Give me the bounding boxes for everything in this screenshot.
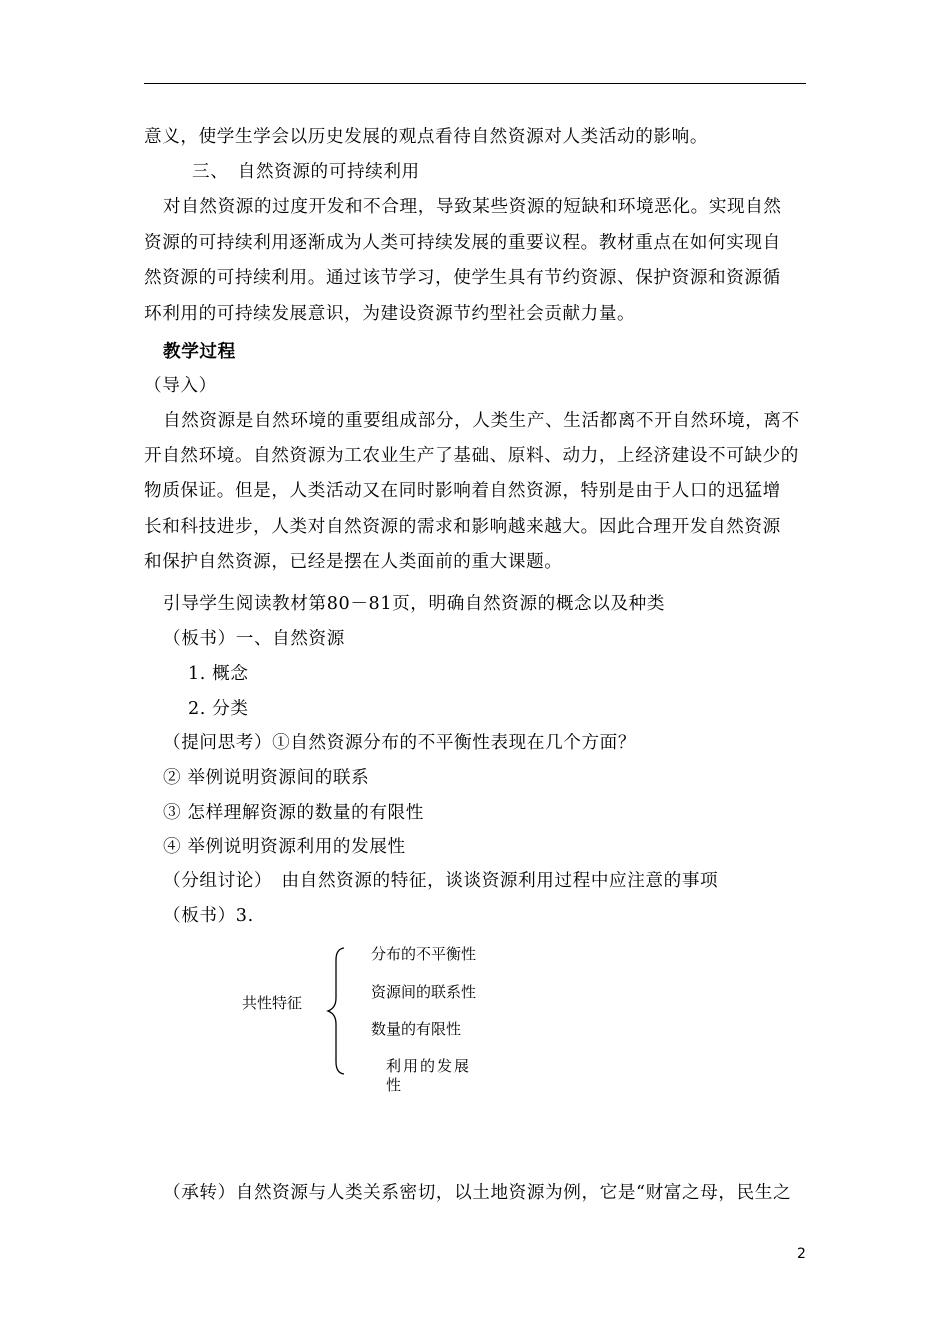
brace-icon: [325, 946, 349, 1076]
paragraph-line: 自然资源是自然环境的重要组成部分，人类生产、生活都离不开自然环境，离不: [163, 411, 800, 431]
question-line: ② 举例说明资源间的联系: [163, 768, 370, 788]
question-line: ④ 举例说明资源利用的发展性: [163, 837, 406, 857]
diagram-item: 利用的发展: [386, 1057, 472, 1075]
teaching-process-heading: 教学过程: [163, 341, 236, 362]
paragraph-line: 环利用的可持续发展意识，为建设资源节约型社会贡献力量。: [144, 304, 636, 324]
diagram-item: 数量的有限性: [371, 1020, 462, 1038]
diagram-item: 资源间的联系性: [371, 983, 477, 1001]
paragraph-line: 物质保证。但是，人类活动又在同时影响着自然资源，特别是由于人口的迅猛增: [144, 481, 781, 501]
board-note-item: 1. 概念: [188, 664, 249, 684]
board-note-item: 2. 分类: [188, 699, 249, 719]
page-number: 2: [797, 1246, 806, 1262]
diagram-item: 性: [386, 1076, 402, 1094]
paragraph-line: 然资源的可持续利用。通过该节学习，使学生具有节约资源、保护资源和资源循: [144, 268, 781, 288]
discussion-line: （分组讨论） 由自然资源的特征，谈谈资源利用过程中应注意的事项: [163, 871, 719, 891]
paragraph-line: 资源的可持续利用逐渐成为人类可持续发展的重要议程。教材重点在如何实现自: [144, 233, 781, 253]
question-line: （提问思考）①自然资源分布的不平衡性表现在几个方面？: [163, 733, 637, 753]
question-line: ③ 怎样理解资源的数量的有限性: [163, 803, 424, 823]
paragraph-line: 对自然资源的过度开发和不合理，导致某些资源的短缺和环境恶化。实现自然: [163, 197, 782, 217]
paragraph-line: 长和科技进步，人类对自然资源的需求和影响越来越大。因此合理开发自然资源: [144, 517, 781, 537]
section-heading: 三、 自然资源的可持续利用: [192, 162, 420, 182]
paragraph-line: 开自然环境。自然资源为工农业生产了基础、原料、动力，上经济建设不可缺少的: [144, 446, 799, 466]
intro-label: （导入）: [144, 376, 217, 396]
board-note-line: （板书）一、自然资源: [163, 629, 345, 649]
diagram-root-label: 共性特征: [242, 994, 303, 1012]
header-rule: [144, 83, 806, 84]
instruction-line: 引导学生阅读教材第80－81页，明确自然资源的概念以及种类: [163, 594, 666, 614]
paragraph-line: 意义，使学生学会以历史发展的观点看待自然资源对人类活动的影响。: [144, 127, 709, 147]
board-note-line: （板书）3.: [163, 906, 254, 926]
diagram-item: 分布的不平衡性: [371, 945, 477, 963]
transition-line: （承转）自然资源与人类关系密切，以土地资源为例，它是“财富之母，民生之: [163, 1183, 792, 1203]
paragraph-line: 和保护自然资源，已经是摆在人类面前的重大课题。: [144, 552, 563, 572]
